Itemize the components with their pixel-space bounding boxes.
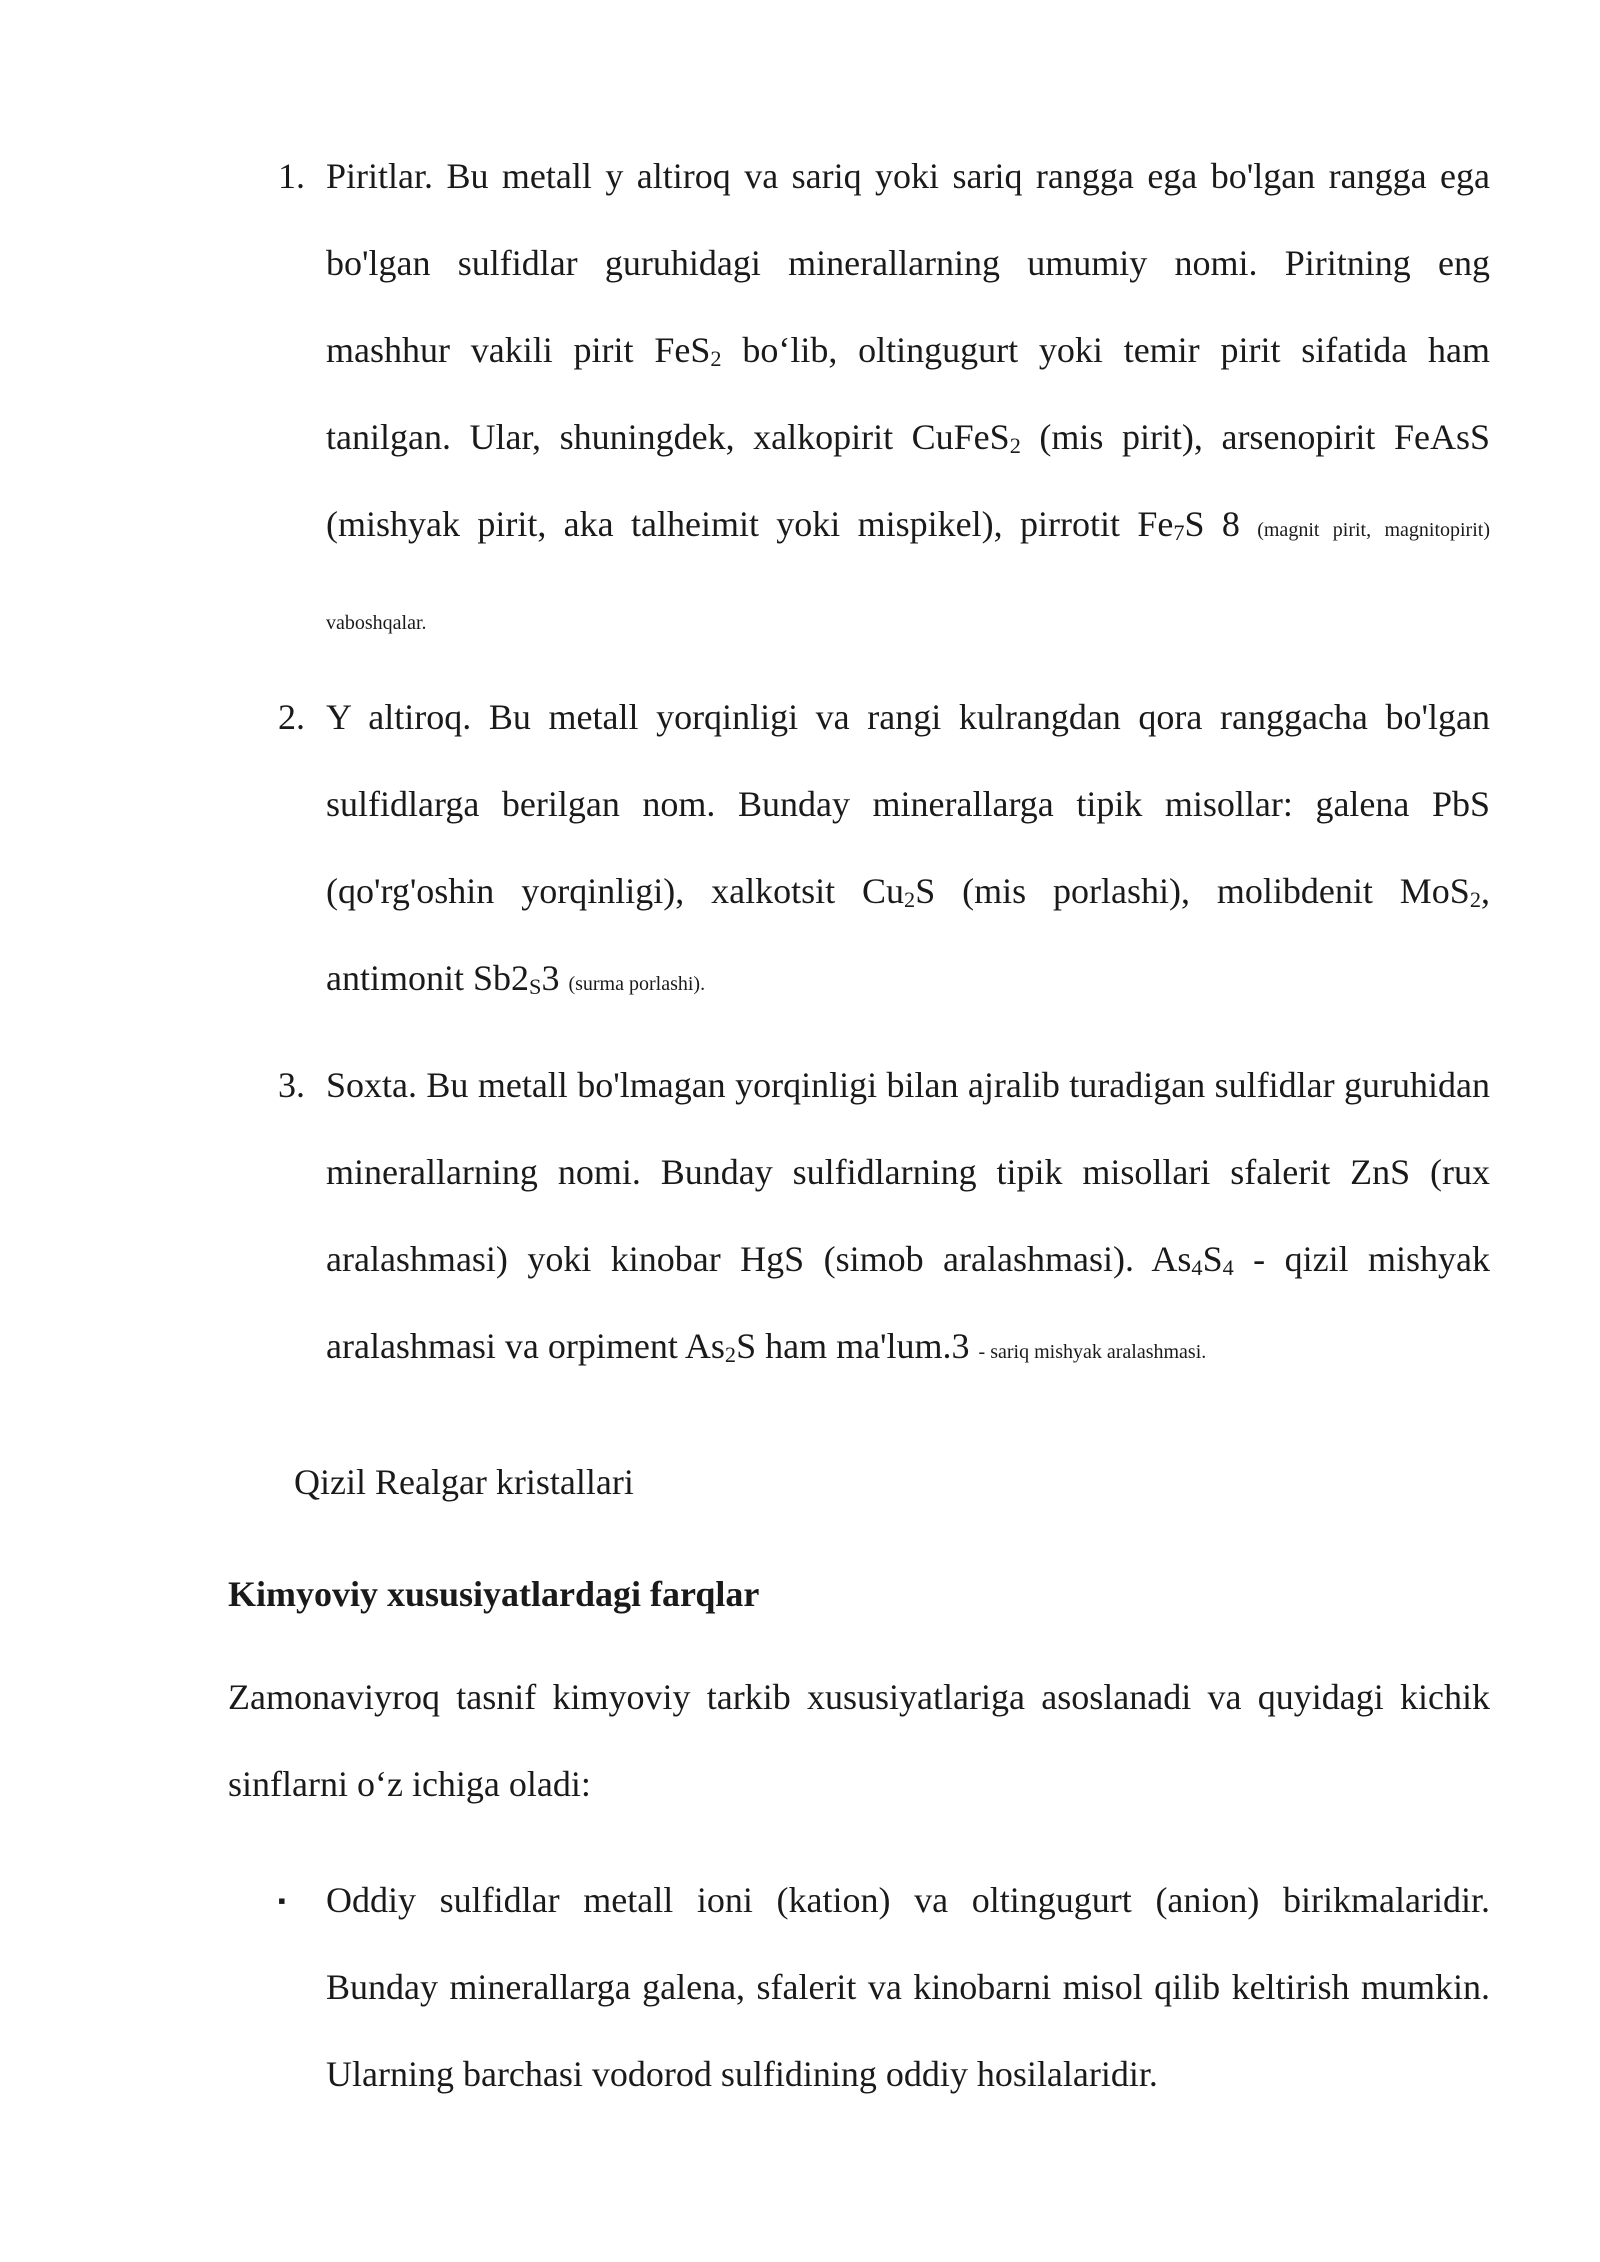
list-item-3 — [278, 1042, 1490, 1396]
list-number: 2. — [278, 697, 305, 737]
bullet-item-1 — [278, 1857, 1490, 2118]
list-item-2 — [278, 674, 1490, 1028]
list-item-text: Piritlar. Bu metall y altiroq va sariq yoki sariq rangga ega bo'lgan rangga ega bo'lgan sulfidlar guruhidagi minerallarning umumiy nomi. Piritning eng mashhur vakili pirit FeS$_2$ bo‘lib, oltingugurt yoki temir pirit sifatida ham tanilgan. Ular, shuningdek, xalkopirit CuFeS$_2$ (mis pirit), arsenopirit FeAsS (mishyak pirit, aka talheimit yoki mispikel), pirrotit $Fe_7S$ 8 (magnit pirit, magnitopirit) vaboshqalar. — [326, 156, 1490, 634]
section-heading: Kimyoviy xususiyatlardagi farqlar — [228, 1574, 760, 1614]
image-caption: Qizil Realgar kristallari — [294, 1462, 634, 1502]
list-item-text: Soxta. Bu metall bo'lmagan yorqinligi bilan ajralib turadigan sulfidlar guruhidan minerallarning nomi. Bunday sulfidlarning tipik misollari sfalerit ZnS (rux aralashmasi) yoki kinobar HgS (simob aralashmasi). $As_4S_4$ - qizil mishyak aralashmasi va orpiment $As_2S$ ham ma'lum.3 - sariq mishyak aralashmasi. — [326, 1065, 1490, 1368]
list-item-text: Y altiroq. Bu metall yorqinligi va rangi kulrangdan qora ranggacha bo'lgan sulfidlarga berilgan nom. Bunday minerallarga tipik misollar: galena PbS (qo'rg'oshin yorqinligi), xalkotsit $Cu_2S$ (mis porlashi), molibdenit MoS$_2$, antimonit $Sb2_S3$ (surma porlashi). — [326, 697, 1490, 1000]
intro-paragraph: Zamonaviyroq tasnif kimyoviy tarkib xususiyatlariga asoslanadi va quyidagi kichik sinflarni o‘z ichiga oladi: — [228, 1677, 1490, 1804]
list-item-1 — [278, 133, 1490, 667]
list-number: 1. — [278, 156, 305, 196]
small-note: - sariq mishyak aralashmasi. — [978, 1341, 1207, 1363]
list-number: 3. — [278, 1065, 305, 1105]
small-note: (magnit pirit, magnitopirit) vaboshqalar. — [326, 519, 1490, 634]
bullet-item-text: Oddiy sulfidlar metall ioni (kation) va oltingugurt (anion) birikmalaridir. Bunday minerallarga galena, sfalerit va kinobarni misol qilib keltirish mumkin. Ularning barchasi vodorod sulfidining oddiy hosilalaridir. — [326, 1880, 1490, 2094]
small-note: (surma porlashi). — [568, 973, 706, 995]
square-bullet-icon: ▪ — [278, 1888, 286, 1913]
